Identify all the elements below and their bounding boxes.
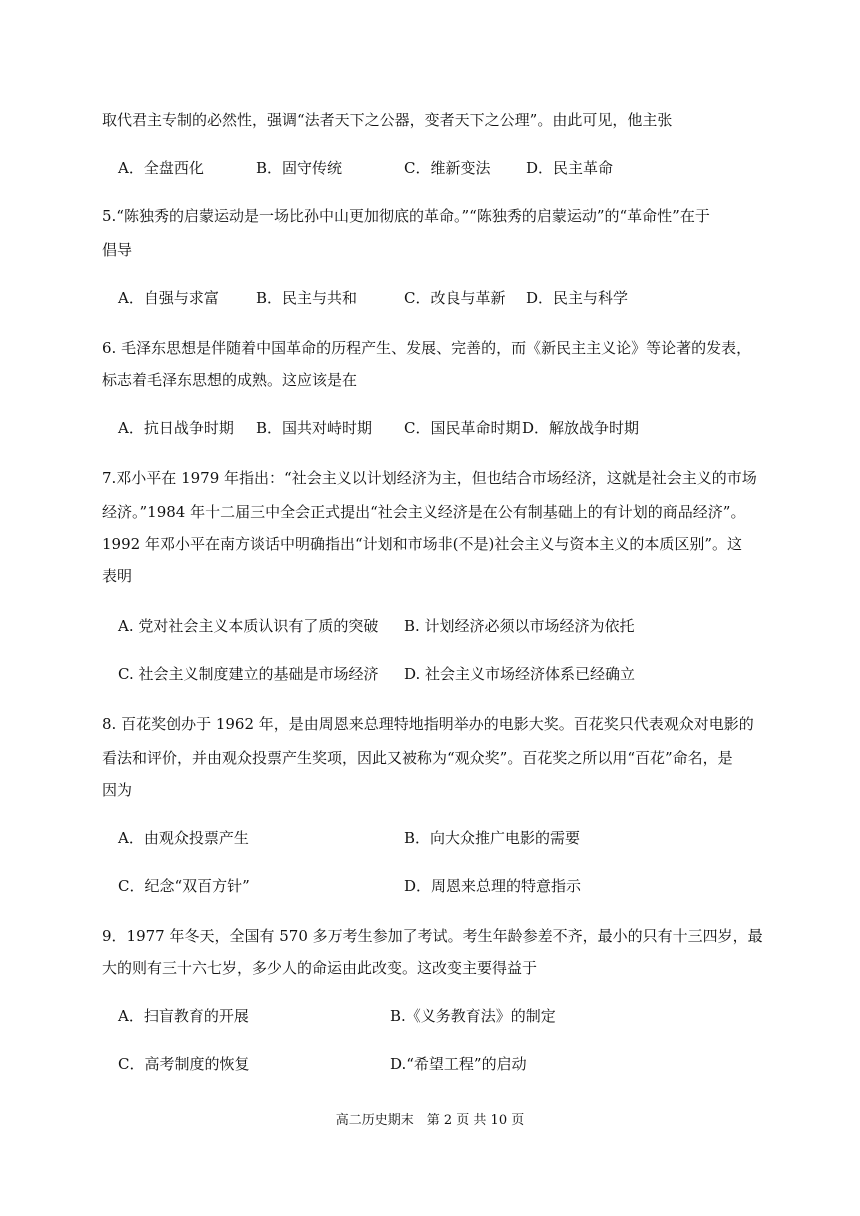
- q7-stem-line-3: 1992 年邓小平在南方谈话中明确指出“计划和市场非(不是)社会主义与资本主义的本质区别”。这: [102, 535, 742, 553]
- q7-option-c: C. 社会主义制度建立的基础是市场经济: [118, 665, 379, 683]
- q7-options-row-2: [118, 664, 758, 684]
- q8-option-b: B．向大众推广电影的需要: [404, 829, 581, 847]
- q8-options-row-1: [118, 828, 758, 848]
- q8-stem-line-3: 因为: [102, 781, 133, 799]
- q4-option-a: A．全盘西化: [118, 159, 204, 177]
- q7-option-d: D. 社会主义市场经济体系已经确立: [404, 665, 636, 683]
- q6-option-b: B．国共对峙时期: [256, 419, 373, 437]
- q8-option-a: A．由观众投票产生: [118, 829, 249, 847]
- q9-options-row-1: [118, 1006, 758, 1026]
- q5-option-b: B．民主与共和: [256, 289, 358, 307]
- q5-option-d: D．民主与科学: [526, 289, 629, 307]
- q6-option-a: A．抗日战争时期: [118, 419, 234, 437]
- q6-options: [118, 418, 758, 438]
- q4-option-c: C．维新变法: [404, 159, 491, 177]
- q6-option-c: C．国民革命时期: [404, 419, 521, 437]
- q9-option-a: A．扫盲教育的开展: [118, 1007, 249, 1025]
- q9-stem-line-2: 大的则有三十六七岁，多少人的命运由此改变。这改变主要得益于: [102, 959, 538, 977]
- q9-options-row-2: [118, 1054, 758, 1074]
- q7-stem-line-4: 表明: [102, 567, 133, 585]
- q9-option-b: B.《义务教育法》的制定: [390, 1007, 556, 1025]
- q7-stem-line-2: 经济。”1984 年十二届三中全会正式提出“社会主义经济是在公有制基础上的有计划的商品经济”。: [102, 503, 746, 521]
- q4-stem-line: 取代君主专制的必然性，强调“法者天下之公器，变者天下之公理”。由此可见，他主张: [102, 111, 673, 129]
- q5-options: [118, 288, 758, 308]
- q8-option-c: C．纪念“双百方针”: [118, 877, 250, 895]
- page-footer: 高二历史期末 第 2 页 共 10 页: [335, 1113, 525, 1128]
- q7-option-b: B. 计划经济必须以市场经济为依托: [404, 617, 635, 635]
- q4-option-d: D．民主革命: [526, 159, 614, 177]
- q9-option-d: D.“希望工程”的启动: [390, 1055, 527, 1073]
- q8-stem-line-1: 8. 百花奖创办于 1962 年，是由周恩来总理特地指明举办的电影大奖。百花奖只代表观众对电影的: [102, 715, 754, 733]
- q5-stem-line-1: 5.“陈独秀的启蒙运动是一场比孙中山更加彻底的革命。”“陈独秀的启蒙运动”的“革命性”在于: [102, 207, 710, 225]
- q6-option-d: D．解放战争时期: [522, 419, 640, 437]
- q7-options-row-1: [118, 616, 758, 636]
- q9-stem-line-1: 9．1977 年冬天，全国有 570 多万考生参加了考试。考生年龄参差不齐，最小的只有十三四岁，最: [102, 927, 763, 945]
- q8-option-d: D．周恩来总理的特意指示: [404, 877, 582, 895]
- q7-stem-line-1: 7.邓小平在 1979 年指出：“社会主义以计划经济为主，但也结合市场经济，这就是社会主义的市场: [102, 469, 757, 487]
- q7-option-a: A. 党对社会主义本质认识有了质的突破: [118, 617, 379, 635]
- q5-option-a: A．自强与求富: [118, 289, 219, 307]
- q9-option-c: C．高考制度的恢复: [118, 1055, 250, 1073]
- q8-options-row-2: [118, 876, 758, 896]
- q5-option-c: C．改良与革新: [404, 289, 506, 307]
- q4-options: [118, 158, 758, 178]
- q4-option-b: B．固守传统: [256, 159, 343, 177]
- q6-stem-line-1: 6. 毛泽东思想是伴随着中国革命的历程产生、发展、完善的，而《新民主主义论》等论著的发表，: [102, 339, 752, 357]
- q6-stem-line-2: 标志着毛泽东思想的成熟。这应该是在: [102, 371, 358, 389]
- q5-stem-line-2: 倡导: [102, 241, 133, 259]
- q8-stem-line-2: 看法和评价，并由观众投票产生奖项，因此又被称为“观众奖”。百花奖之所以用“百花”命名，是: [102, 749, 733, 767]
